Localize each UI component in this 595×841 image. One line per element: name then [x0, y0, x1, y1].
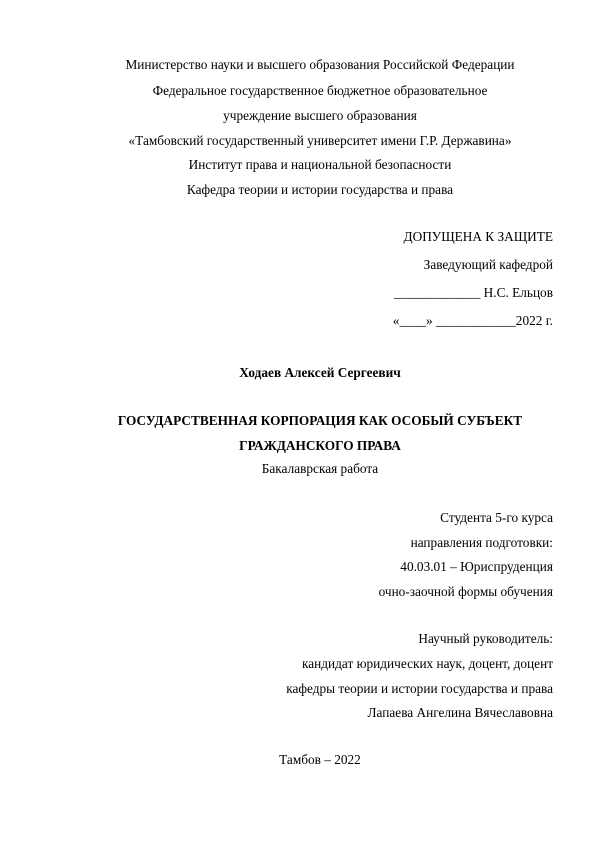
department-line: Кафедра теории и истории государства и права — [186, 182, 454, 197]
approval-date: «____» ____________2022 г. — [392, 313, 553, 328]
institute-line: Институт права и национальной безопасности — [188, 157, 452, 172]
institution-level-line: учреждение высшего образования — [223, 108, 417, 123]
student-direction-label: направления подготовки: — [410, 535, 553, 550]
student-study-form: очно-заочной формы обучения — [378, 584, 553, 599]
supervisor-department: кафедры теории и истории государства и права — [286, 681, 553, 696]
ministry-line: Министерство науки и высшего образования Российской Федерации — [125, 57, 515, 72]
student-course: Студента 5-го курса — [440, 510, 553, 525]
approval-title: ДОПУЩЕНА К ЗАЩИТЕ — [403, 229, 553, 244]
approval-role: Заведующий кафедрой — [423, 257, 553, 272]
institution-type-line: Федеральное государственное бюджетное образовательное — [152, 83, 488, 98]
supervisor-label: Научный руководитель: — [418, 631, 553, 646]
approval-signature: _____________ Н.С. Ельцов — [393, 285, 553, 300]
supervisor-name: Лапаева Ангелина Вячеславовна — [367, 705, 553, 720]
university-name-line: «Тамбовский государственный университет имени Г.Р. Державина» — [128, 133, 512, 148]
city-year: Тамбов – 2022 — [279, 752, 361, 767]
supervisor-degree: кандидат юридических наук, доцент, доцент — [301, 656, 553, 671]
author-name: Ходаев Алексей Сергеевич — [239, 365, 401, 380]
work-title-line-2: ГРАЖДАНСКОГО ПРАВА — [239, 438, 401, 453]
work-type: Бакалаврская работа — [261, 461, 379, 476]
student-direction-code: 40.03.01 – Юриспруденция — [400, 559, 553, 574]
work-title-line-1: ГОСУДАРСТВЕННАЯ КОРПОРАЦИЯ КАК ОСОБЫЙ СУБЪЕКТ — [117, 413, 523, 428]
